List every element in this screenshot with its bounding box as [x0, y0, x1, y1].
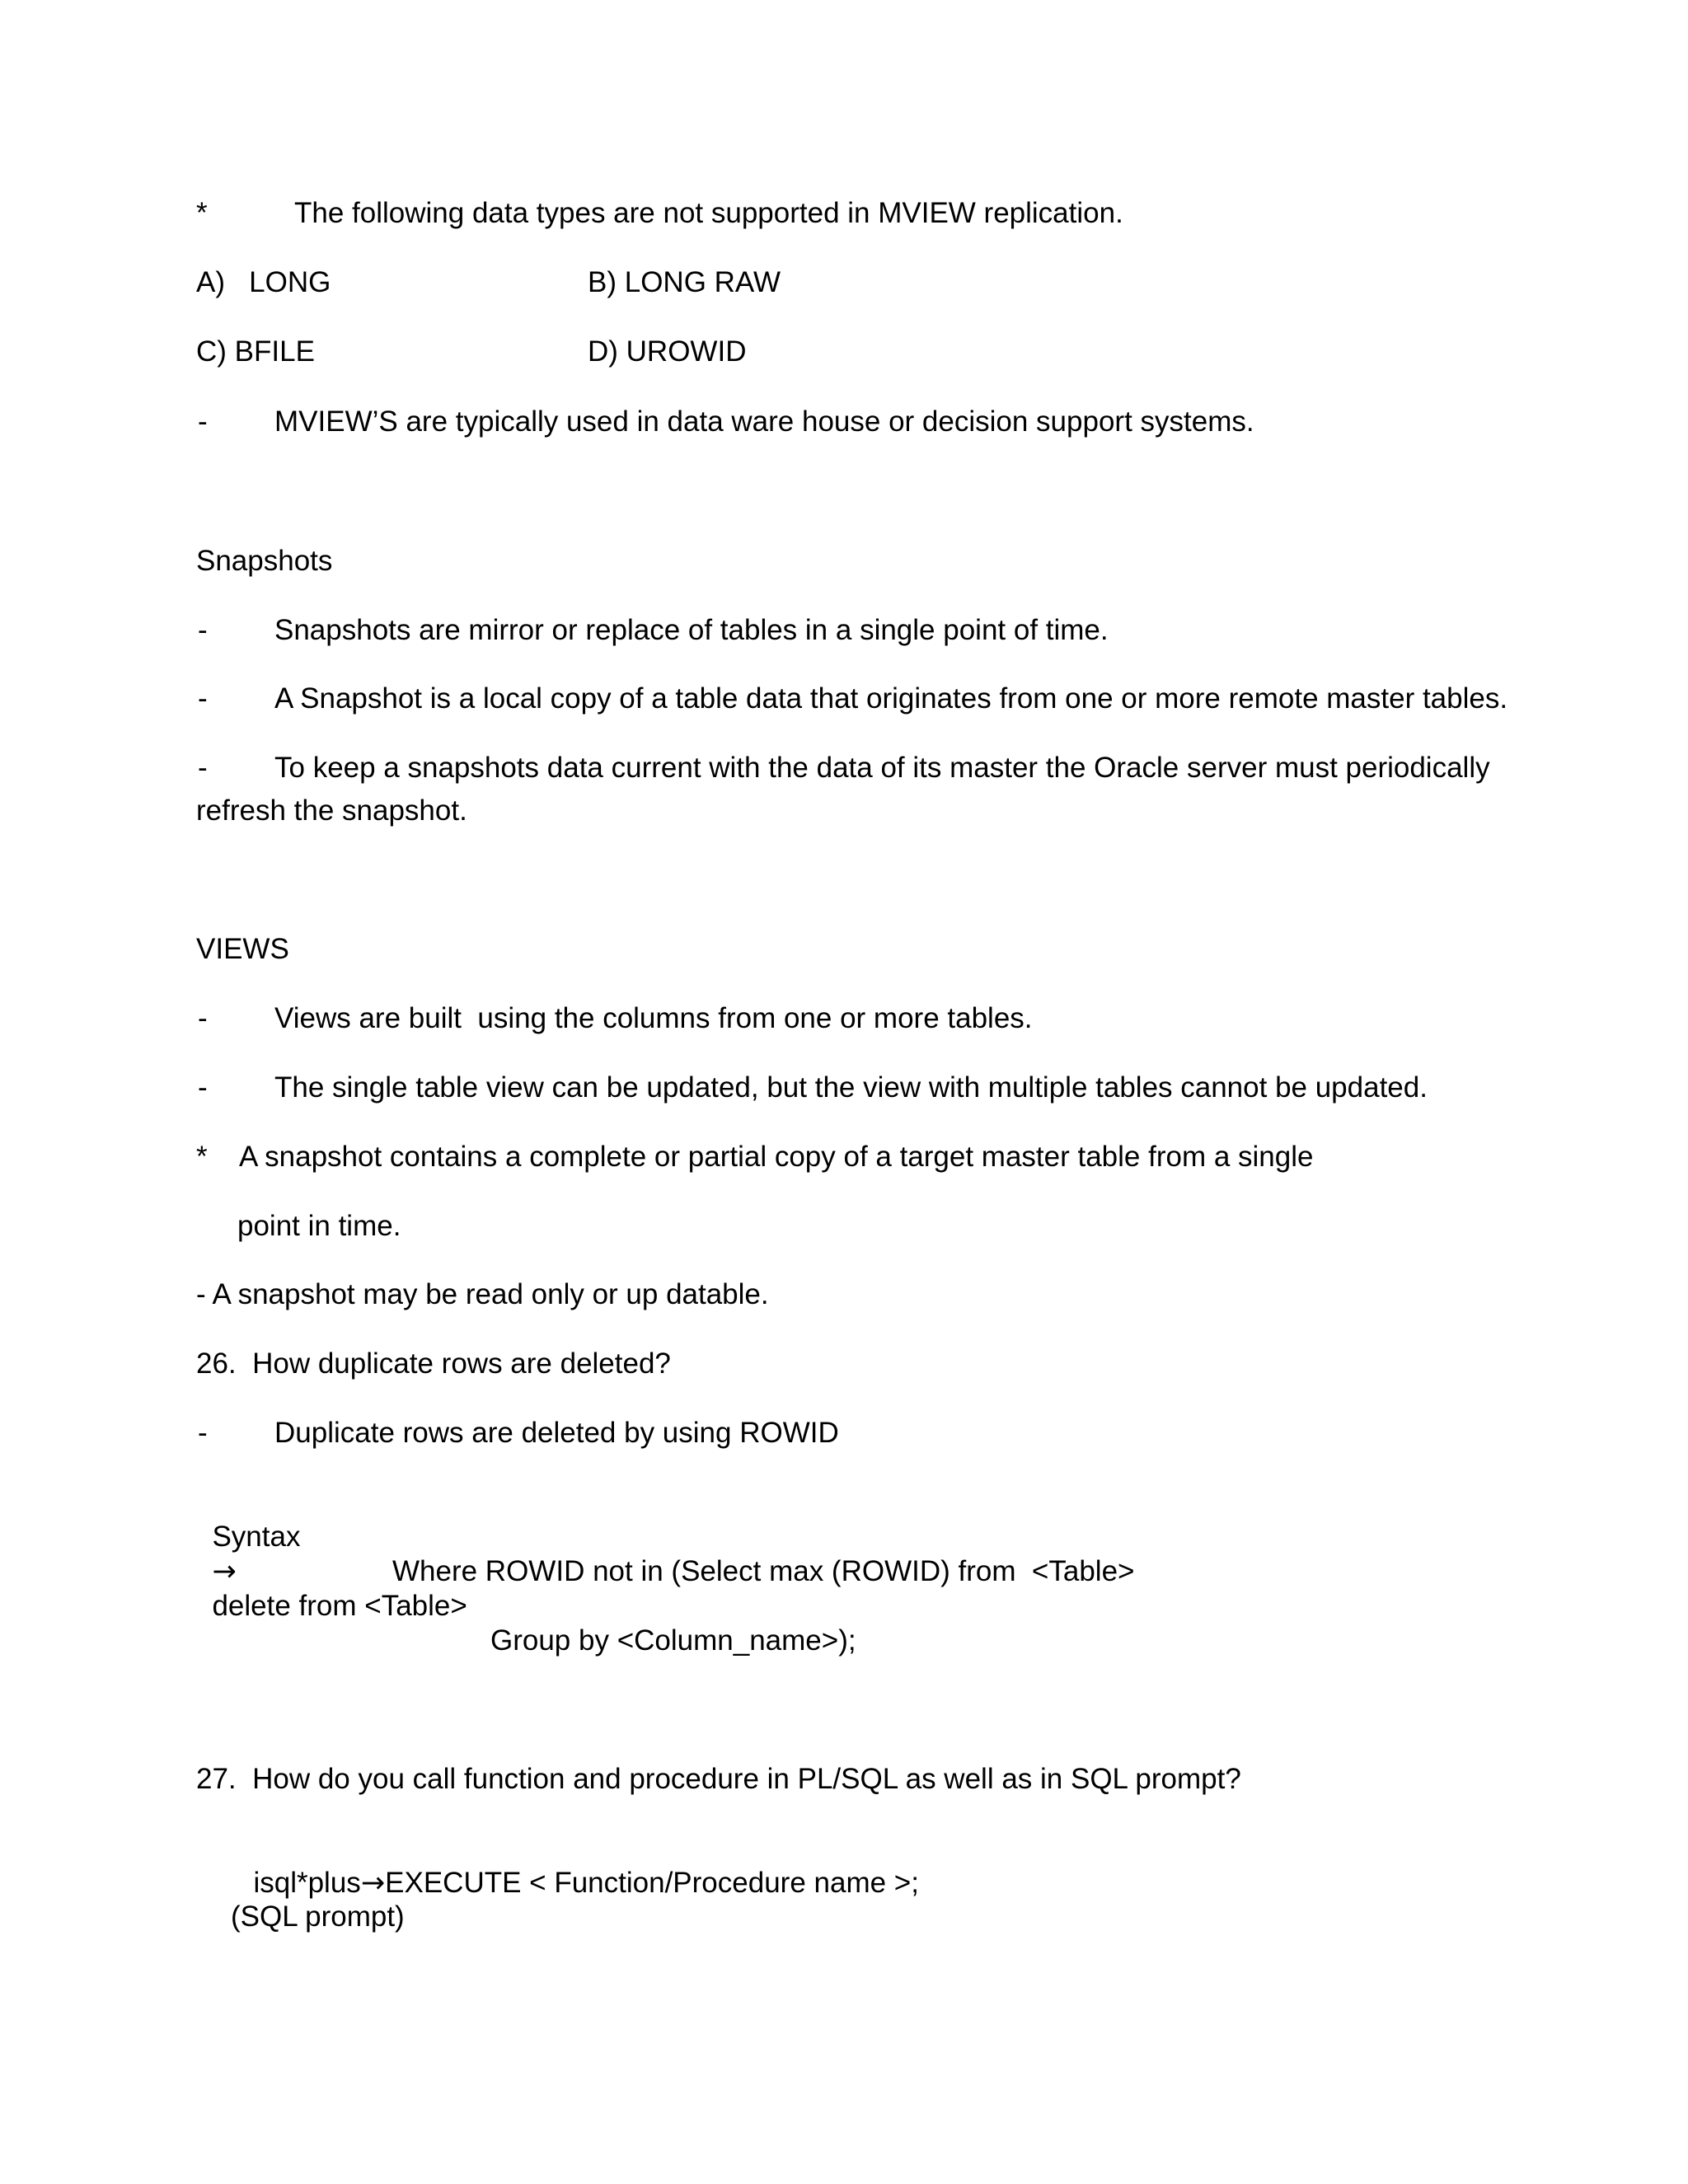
dash-bullet-marker: -	[198, 682, 208, 715]
snapshots-bullet-1: Snapshots are mirror or replace of tables in a single point of time.	[274, 614, 1109, 646]
option-a: A) LONG	[196, 266, 331, 298]
dash-bullet-marker: -	[198, 1417, 208, 1449]
isql-plus-label: isql*plus	[253, 1867, 361, 1899]
snapshots-bullet-3: To keep a snapshots data current with the data of its master the Oracle server must periodically	[274, 752, 1490, 784]
snapshots-bullet-3-continuation: refresh the snapshot.	[196, 794, 467, 827]
snapshots-heading: Snapshots	[196, 545, 333, 577]
dash-bullet-marker: -	[198, 405, 208, 438]
dash-bullet-marker: -	[198, 1002, 208, 1034]
option-b: B) LONG RAW	[588, 266, 781, 298]
syntax-line-2: Where ROWID not in (Select max (ROWID) from <Table>	[392, 1555, 1135, 1587]
arrow-right-icon: →	[212, 1555, 237, 1588]
snapshot-copy-note-line-1: A snapshot contains a complete or partial copy of a target master table from a single	[239, 1141, 1314, 1173]
dash-bullet-marker: -	[198, 614, 208, 646]
mview-usage-bullet: MVIEW’S are typically used in data ware house or decision support systems.	[274, 405, 1254, 438]
syntax-line-3: Group by <Column_name>);	[490, 1624, 856, 1657]
syntax-delete-statement: delete from <Table>	[212, 1590, 467, 1622]
syntax-label: Syntax	[212, 1521, 301, 1553]
question-26: 26. How duplicate rows are deleted?	[196, 1347, 671, 1380]
snapshots-bullet-2: A Snapshot is a local copy of a table data that originates from one or more remote master tables.	[274, 682, 1508, 715]
views-bullet-1: Views are built using the columns from one or more tables.	[274, 1002, 1033, 1034]
question-26-answer: Duplicate rows are deleted by using ROWID	[274, 1417, 839, 1449]
arrow-right-icon: →	[360, 1867, 386, 1900]
views-heading: VIEWS	[196, 933, 289, 965]
sql-prompt-label: (SQL prompt)	[231, 1900, 405, 1933]
dash-bullet-marker: -	[198, 1071, 208, 1104]
snapshot-read-only-note: - A snapshot may be read only or up datable.	[196, 1278, 769, 1310]
mview-unsupported-types-intro: The following data types are not supported in MVIEW replication.	[294, 197, 1123, 229]
question-27: 27. How do you call function and procedure in PL/SQL as well as in SQL prompt?	[196, 1763, 1241, 1795]
snapshot-copy-note-line-2: point in time.	[237, 1210, 401, 1242]
isql-plus-line	[237, 1831, 919, 1900]
views-bullet-2: The single table view can be updated, but the view with multiple tables cannot be updated.	[274, 1071, 1428, 1104]
option-c: C) BFILE	[196, 335, 315, 368]
execute-command: EXECUTE < Function/Procedure name >;	[385, 1867, 919, 1899]
star-bullet-marker: *	[196, 197, 208, 229]
dash-bullet-marker: -	[198, 752, 208, 784]
option-d: D) UROWID	[588, 335, 747, 368]
star-bullet-marker: *	[196, 1141, 208, 1173]
